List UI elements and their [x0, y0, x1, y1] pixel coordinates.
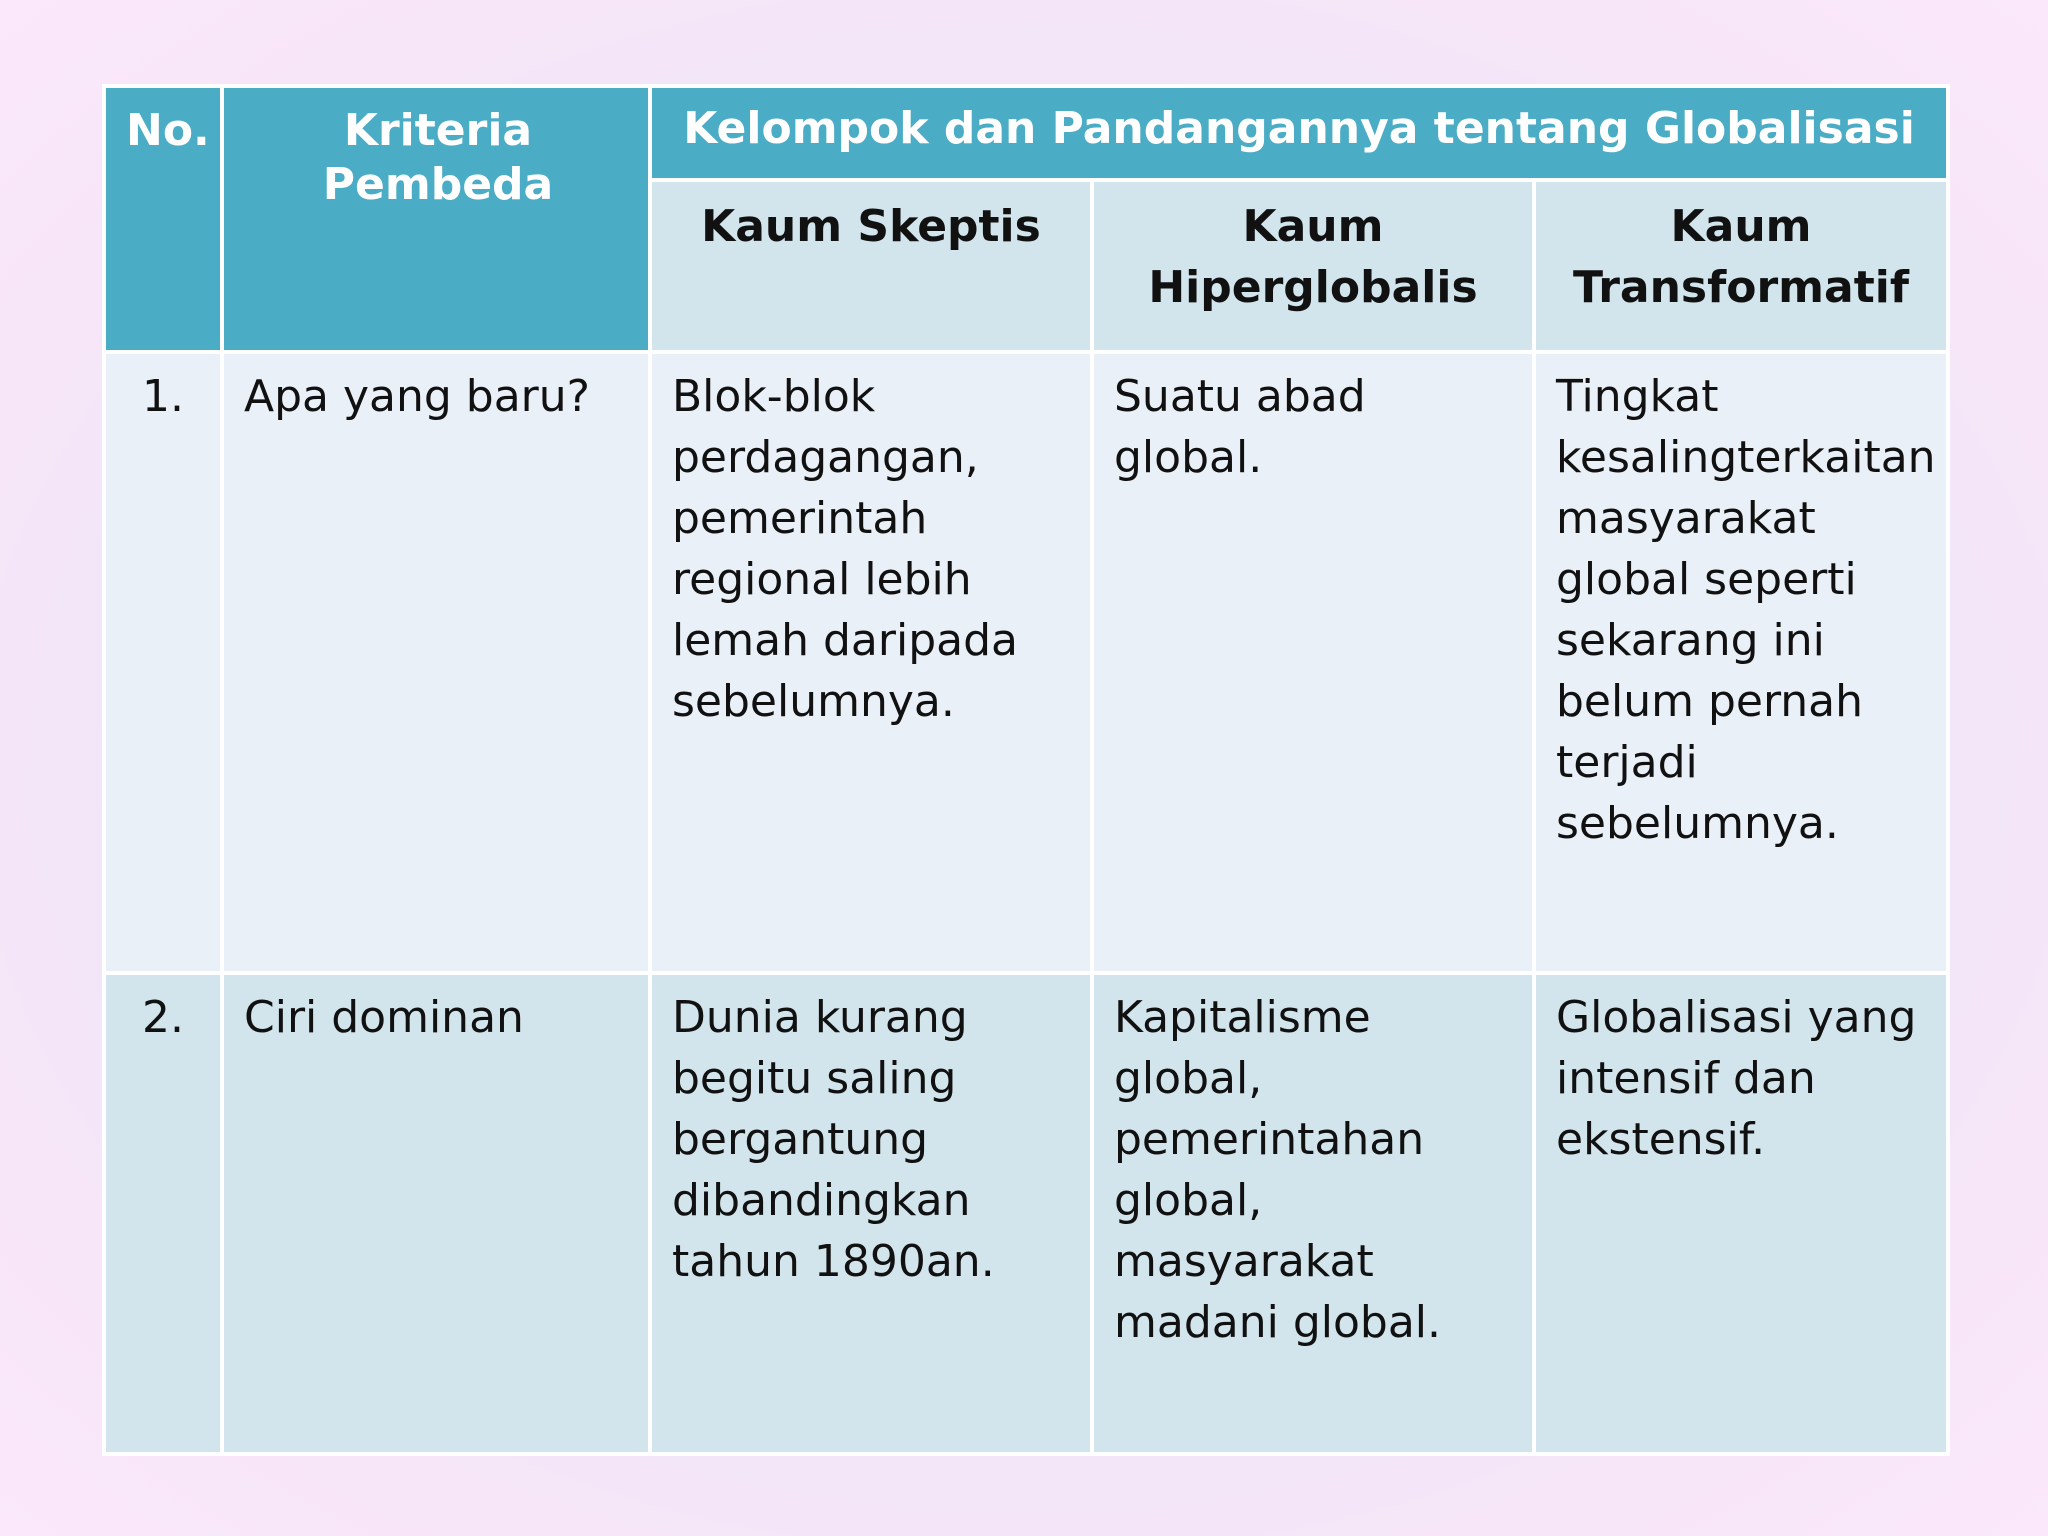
criteria-text: Apa yang baru?: [244, 371, 591, 422]
skeptis-cell: [650, 973, 1092, 1454]
criteria-text: Ciri dominan: [244, 992, 524, 1043]
transformatif-text: Globalisasi yang intensif dan ekstensif.: [1556, 992, 1917, 1165]
header-group-title: [650, 86, 1948, 180]
header-kaum-hiperglobalis-label: Kaum Hiperglobalis: [1148, 201, 1478, 313]
header-no-label: No.: [126, 105, 210, 156]
row-number-cell: [104, 973, 222, 1454]
transformatif-cell: [1534, 352, 1948, 973]
criteria-cell: [222, 352, 650, 973]
row-number: 1.: [142, 371, 184, 422]
header-kaum-skeptis-label: Kaum Skeptis: [701, 201, 1041, 252]
hiperglobalis-cell: [1092, 973, 1534, 1454]
skeptis-text: Dunia kurang begitu saling bergantung dibandingkan tahun 1890an.: [672, 992, 995, 1287]
header-kaum-transformatif: [1534, 180, 1948, 352]
header-kaum-transformatif-label: Kaum Transformatif: [1573, 201, 1909, 313]
globalization-comparison-table: [102, 84, 1950, 1456]
header-criteria: [222, 86, 650, 352]
header-no: [104, 86, 222, 352]
hiperglobalis-cell: [1092, 352, 1534, 973]
skeptis-text: Blok-blok perdagangan, pemerintah regional lebih lemah daripada sebelumnya.: [672, 371, 1018, 727]
row-number-cell: [104, 352, 222, 973]
skeptis-cell: [650, 352, 1092, 973]
transformatif-cell: [1534, 973, 1948, 1454]
table-row: [104, 352, 1948, 973]
hiperglobalis-text: Kapitalisme global, pemerintahan global, masyarakat madani global.: [1114, 992, 1441, 1348]
header-kaum-skeptis: [650, 180, 1092, 352]
header-kaum-hiperglobalis: [1092, 180, 1534, 352]
header-criteria-label: Kriteria Pembeda: [322, 105, 554, 210]
row-number: 2.: [142, 992, 184, 1043]
transformatif-text: Tingkat kesalingterkaitan masyarakat global seperti sekarang ini belum pernah terjadi sebelumnya.: [1556, 371, 1936, 849]
criteria-cell: [222, 973, 650, 1454]
header-group-title-label: Kelompok dan Pandangannya tentang Globalisasi: [683, 103, 1915, 154]
hiperglobalis-text: Suatu abad global.: [1114, 371, 1366, 483]
header-row: [104, 86, 1948, 180]
table-row: [104, 973, 1948, 1454]
